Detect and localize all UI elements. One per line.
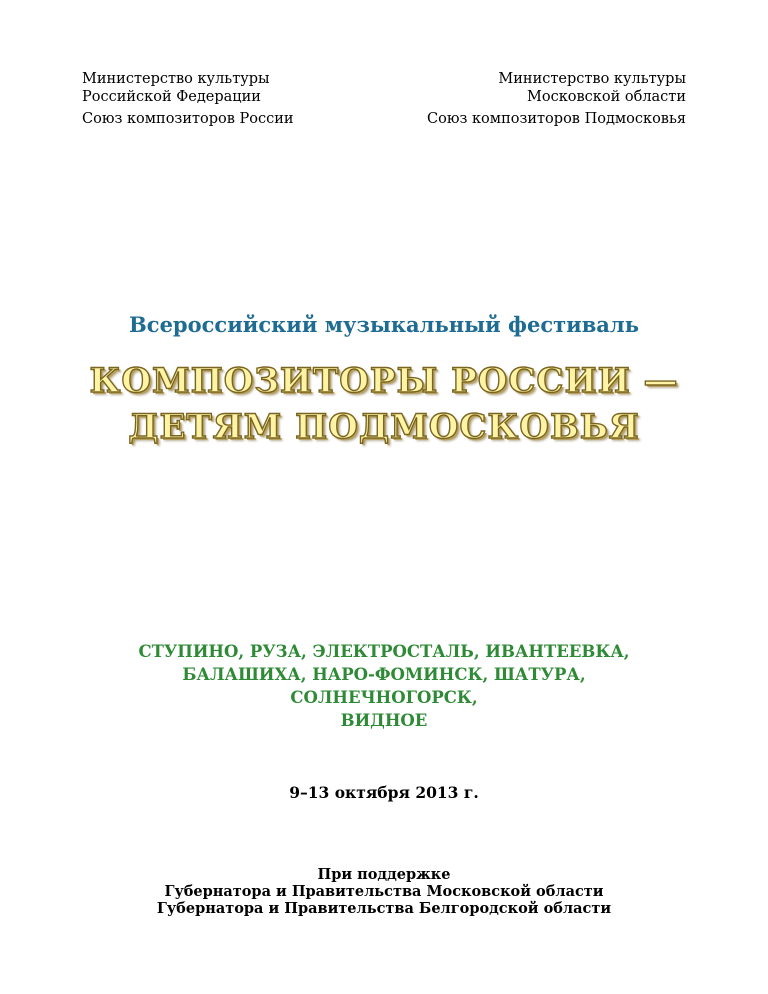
- organizers-left: [82, 70, 294, 128]
- cities-line: СТУПИНО, РУЗА, ЭЛЕКТРОСТАЛЬ, ИВАНТЕЕВКА,: [138, 642, 630, 661]
- support-moscow-region: Губернатора и Правительства Московской области: [164, 883, 604, 900]
- organizers-right: [427, 70, 686, 128]
- festival-dates: 9–13 октября 2013 г.: [289, 783, 479, 802]
- festival-subtitle: Всероссийский музыкальный фестиваль: [129, 312, 639, 337]
- cities-line: СОЛНЕЧНОГОРСК,: [290, 688, 478, 707]
- festival-title: [0, 358, 768, 450]
- organizer-ministry-regional-region: Московской области: [527, 89, 686, 105]
- support-belgorod-region: Губернатора и Правительства Белгородской области: [156, 900, 612, 917]
- festival-title-line-1: КОМПОЗИТОРЫ РОССИИ —: [89, 361, 679, 401]
- cities-line: ВИДНОЕ: [340, 711, 428, 730]
- support-heading: При поддержке: [317, 866, 451, 883]
- cities-list: [0, 640, 768, 732]
- support-block: [0, 866, 768, 917]
- organizer-ministry-regional: Министерство культуры: [498, 71, 686, 87]
- organizer-ministry-federal: Министерство культуры: [82, 71, 270, 87]
- cities-line: БАЛАШИХА, НАРО-ФОМИНСК, ШАТУРА,: [182, 665, 586, 684]
- organizer-composers-union-podmoskovye: Союз композиторов Подмосковья: [427, 111, 686, 127]
- organizer-composers-union-russia: Союз композиторов России: [82, 111, 294, 127]
- organizer-ministry-federal-region: Российской Федерации: [82, 89, 261, 105]
- festival-title-line-2: ДЕТЯМ ПОДМОСКОВЬЯ: [128, 407, 640, 447]
